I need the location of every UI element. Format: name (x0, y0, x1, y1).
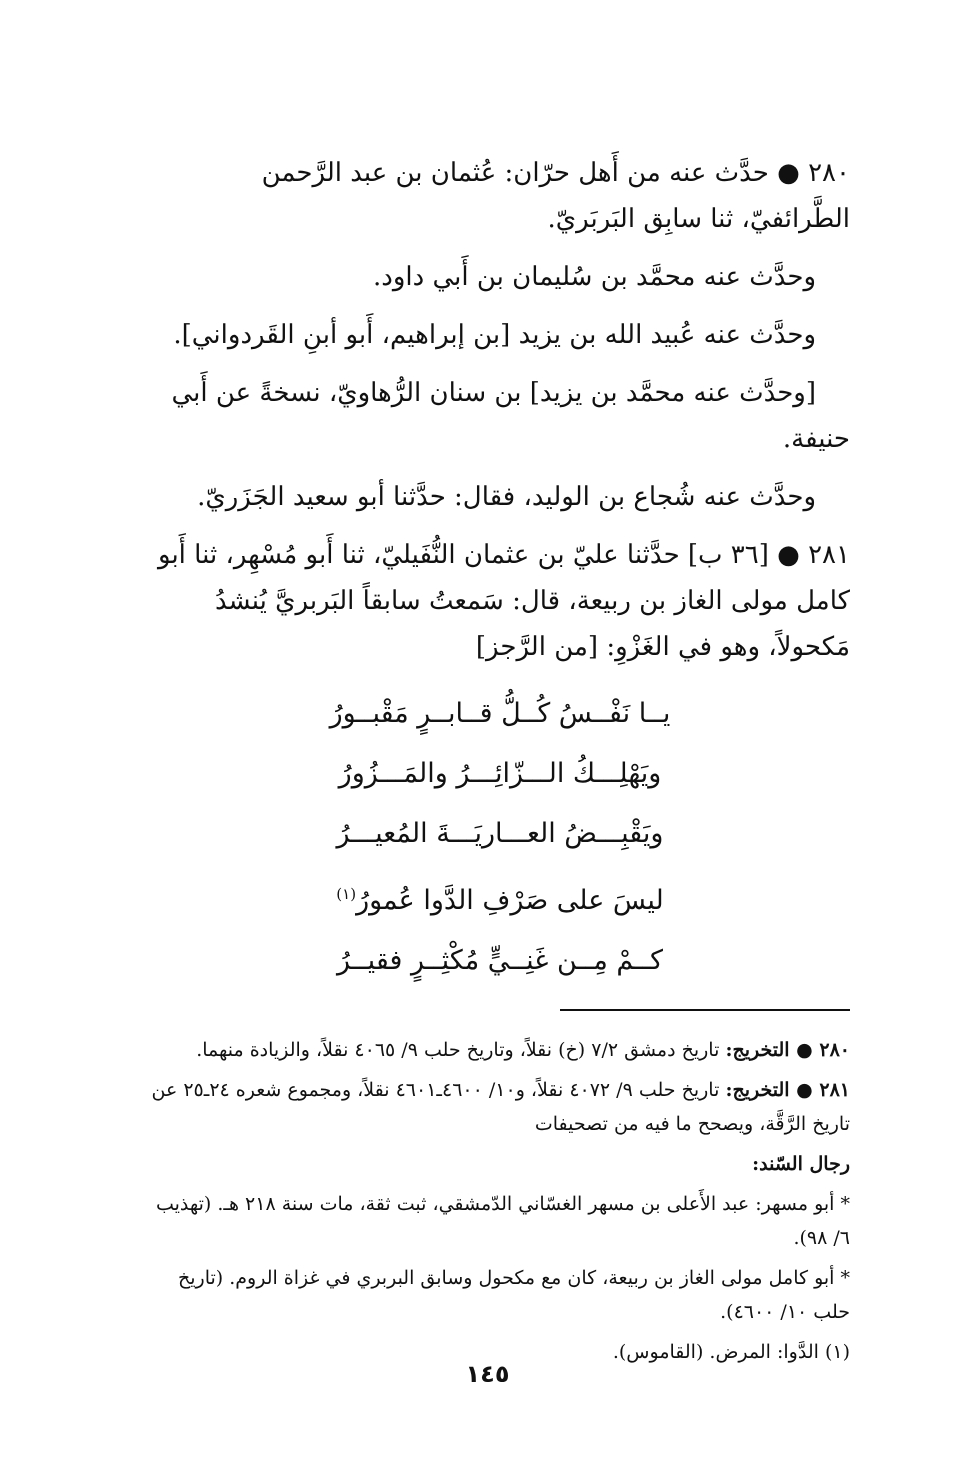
note-rijal-heading (150, 1147, 850, 1181)
note-abu-mushir: * أبو مسهر: عبد الأَعلى بن مسهر الغسّاني الدّمشقي، ثبت ثقة، مات سنة ٢١٨ هـ. (تهذيب ٦/ ٩٨). (155, 1193, 850, 1249)
paragraph-280-d: [وحدَّث عنه محمَّد بن يزيد] بن سنان الرُّهاويّ، نسخةً عن أَبي حنيفة. (171, 378, 850, 454)
verse-line-with-footnote (300, 864, 700, 931)
footnote-divider (560, 1009, 850, 1011)
verse-line: ويَهْلِـــكُ الـــزّائِـــرُ والمَـــزُورُ (338, 758, 662, 789)
footnote-marker: (١) (336, 885, 357, 903)
note-takhrij-281 (150, 1073, 850, 1141)
paragraph-280-b: وحدَّث عنه محمَّد بن سُليمان بن أَبي داود. (373, 262, 816, 292)
main-text (150, 150, 850, 670)
paragraph-280-e: وحدَّث عنه شُجاع بن الوليد، فقال: حدَّثنا أبو سعيد الجَزَريّ. (197, 482, 816, 512)
footnote-1: (١) الدَّوا: المرض. (القاموس). (612, 1341, 850, 1363)
note-abu-kamil: * أبو كامل مولى الغاز بن ربيعة، كان مع مكحول وسابق البربري في غزاة الروم. (تاريخ حلب ١٠/ ٤٦٠٠). (177, 1267, 850, 1323)
footnotes (150, 1033, 850, 1369)
verse-line: ويَقْبِـــضُ العـــاريَـــةَ المُعيـــرُ (336, 818, 664, 849)
note-text: تاريخ دمشق ٧/٢ (خ) نقلاً، وتاريخ حلب ٩/ ٤٠٦٥ نقلاً، والزيادة منهما. (196, 1039, 720, 1061)
paragraph-280: ٢٨٠ ● حدَّث عنه من أَهل حرّان: عُثمان بن عبد الرَّحمن الطَّرائفيّ، ثنا سابِق البَربَريّ. (261, 158, 850, 234)
page-number: ١٤٥ (465, 1360, 510, 1388)
verse-text: ليسَ على صَرْفِ الدَّوا عُمورُ (356, 885, 664, 916)
note-label: ٢٨١ ● التخريج: (725, 1079, 850, 1101)
verse-line: كــمْ مِــن غَنِــيٍّ مُكْثِــرٍ فقيــرُ (336, 945, 664, 976)
verse-line: يــا نَفْــسُ كُــلُّ قــابــرٍ مَقْبــورُ (329, 698, 671, 729)
paragraph-280-c: وحدَّث عنه عُبيد الله بن يزيد [بن إبراهيم، أَبو أبنِ القَردواني]. (173, 320, 816, 350)
note-label: ٢٨٠ ● التخريج: (725, 1039, 850, 1061)
note-label: رجال السّند: (752, 1153, 850, 1175)
poem (300, 684, 700, 991)
paragraph-281: ٢٨١ ● [٣٦ ب] حدَّثنا عليّ بن عثمان النُّفَيليّ، ثنا أَبو مُسْهِر، ثنا أَبو كامل مولى الغاز بن ربيعة، قال: سَمعتُ سابقاً البَربريَّ يُنشدُ مَكحولاً، وهو في الغَزْوِ: [من الرَّجز] (158, 540, 850, 662)
note-takhrij-280 (150, 1033, 850, 1067)
note-text: تاريخ حلب ٩/ ٤٠٧٢ نقلاً، و١٠/ ٤٦٠٠ـ٤٦٠١ نقلاً، ومجموع شعره ٢٤ـ٢٥ عن تاريخ الرَّقَّة، ويصحح ما فيه من تصحيفات (151, 1079, 850, 1135)
page-content (150, 150, 850, 1375)
